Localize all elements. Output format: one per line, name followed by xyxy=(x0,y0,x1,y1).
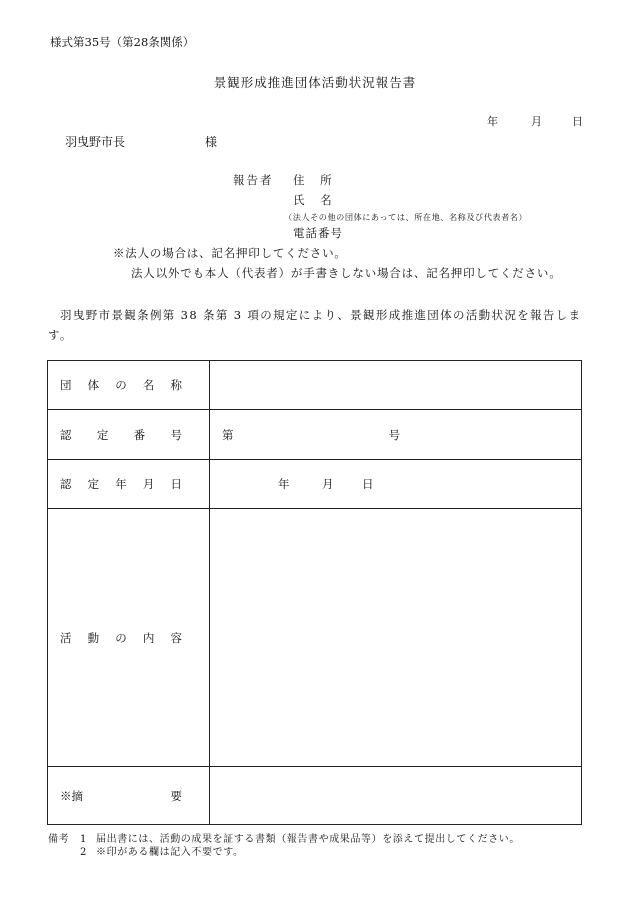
cert-number-suffix: 号 xyxy=(388,427,400,442)
label-char: 定 xyxy=(96,427,109,442)
label-char: 号 xyxy=(170,427,182,442)
table-row xyxy=(48,361,582,410)
note-number: 1 xyxy=(80,834,87,845)
table-row xyxy=(48,509,582,767)
notes xyxy=(48,833,520,859)
label-group-name xyxy=(48,361,210,410)
label-char: 内 xyxy=(142,630,155,645)
label-char: の xyxy=(115,630,127,645)
seal-note-individual: 法人以外でも本人（代表者）が手書きしない場合は、記名押印してください。 xyxy=(131,266,562,280)
label-char: 年 xyxy=(115,477,127,491)
note-number: 2 xyxy=(80,847,87,858)
label-char: 要 xyxy=(170,788,182,803)
notes-heading: 備考 xyxy=(48,834,70,845)
certification-date-field[interactable] xyxy=(210,460,582,509)
note-item xyxy=(48,833,520,846)
label-char: 動 xyxy=(87,630,100,645)
date-year: 年 xyxy=(487,115,498,128)
note-item xyxy=(48,846,520,859)
reporter-note: （法人その他の団体にあっては、所在地、名称及び代表者名） xyxy=(284,212,528,222)
label-char: 認 xyxy=(60,427,72,442)
label-certification-number xyxy=(48,410,210,460)
label-char: 団 xyxy=(60,378,72,392)
label-char: 認 xyxy=(60,477,72,491)
table-row xyxy=(48,410,582,460)
label-char: 体 xyxy=(87,378,100,392)
body-text: 羽曳野市景観条例第 38 条第 3 項の規定により、景観形成推進団体の活動状況を報告します。 xyxy=(48,308,582,342)
activity-content-field[interactable] xyxy=(210,509,582,767)
cert-number-prefix: 第 xyxy=(222,427,234,442)
certification-number-field[interactable] xyxy=(210,410,582,460)
document-title: 景観形成推進団体活動状況報告書 xyxy=(213,75,417,90)
label-char: 称 xyxy=(170,378,182,392)
cert-date-day: 日 xyxy=(362,477,374,491)
reporter-address-label: 住 所 xyxy=(293,173,338,187)
report-date xyxy=(487,113,583,129)
label-char: 番 xyxy=(133,427,146,442)
reporter-name-label: 氏 名 xyxy=(293,193,338,207)
label-char: 活 xyxy=(60,630,72,645)
cert-date-year: 年 xyxy=(278,477,290,491)
group-name-field[interactable] xyxy=(210,361,582,410)
addressee-honorific: 様 xyxy=(205,135,218,149)
label-char: 月 xyxy=(142,477,155,491)
addressee-name: 羽曳野市長 xyxy=(65,135,126,149)
reporter-label: 報告者 xyxy=(233,173,274,187)
form-number: 様式第35号（第28条関係） xyxy=(50,35,195,49)
activity-report-table xyxy=(47,360,582,825)
date-month: 月 xyxy=(531,115,542,128)
label-char: 名 xyxy=(142,378,155,392)
label-char: 定 xyxy=(87,477,100,491)
cert-date-month: 月 xyxy=(322,477,334,491)
table-row xyxy=(48,460,582,509)
label-char: ※摘 xyxy=(60,788,83,803)
label-char: 日 xyxy=(170,477,182,491)
date-day: 日 xyxy=(572,115,583,128)
label-activity-content xyxy=(48,509,210,767)
seal-note-corporate: ※法人の場合は、記名押印してください。 xyxy=(113,246,347,260)
label-char: の xyxy=(115,378,127,392)
summary-field xyxy=(210,767,582,825)
label-certification-date xyxy=(48,460,210,509)
note-text: 届出書には、活動の成果を証する書類（報告書や成果品等）を添えて提出してください。 xyxy=(96,834,520,845)
note-text: ※印がある欄は記入不要です。 xyxy=(96,847,244,858)
table-row xyxy=(48,767,582,825)
reporter-phone-label: 電話番号 xyxy=(293,226,343,240)
label-char: 容 xyxy=(170,630,182,645)
label-summary xyxy=(48,767,210,825)
